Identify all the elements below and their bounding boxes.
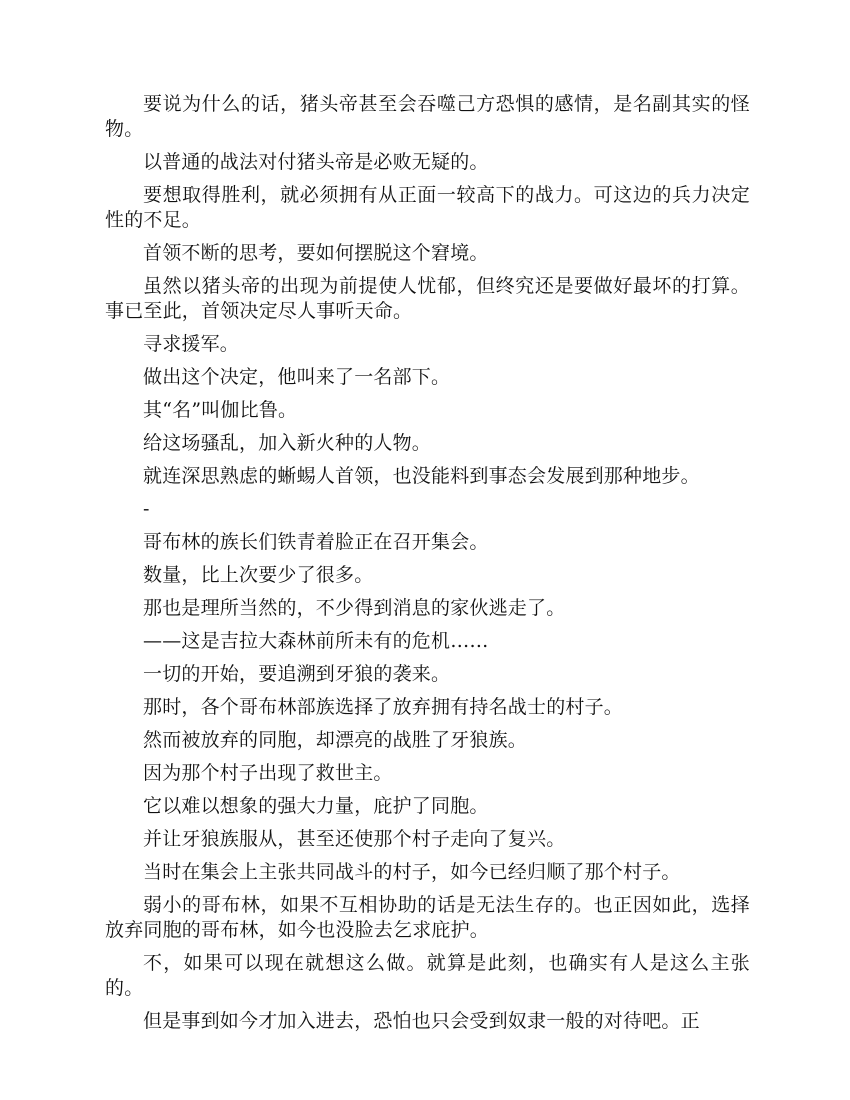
paragraph: 然而被放弃的同胞，却漂亮的战胜了牙狼族。 xyxy=(143,729,528,751)
paragraph: 因为那个村子出现了救世主。 xyxy=(143,762,393,784)
section-separator: - xyxy=(143,498,150,520)
document-body xyxy=(105,92,750,1042)
paragraph: 它以难以想象的强大力量，庇护了同胞。 xyxy=(143,795,489,817)
paragraph: 一切的开始，要追溯到牙狼的袭来。 xyxy=(143,663,451,685)
paragraph: 首领不断的思考，要如何摆脱这个窘境。 xyxy=(143,242,489,264)
paragraph: 不，如果可以现在就想这么做。就算是此刻，也确实有人是这么主张的。 xyxy=(105,952,750,999)
paragraph: 给这场骚乱，加入新火种的人物。 xyxy=(143,432,432,454)
paragraph: 其“名”叫伽比鲁。 xyxy=(143,399,298,421)
paragraph: 数量，比上次要少了很多。 xyxy=(143,564,374,586)
paragraph: ——这是吉拉大森林前所未有的危机…… xyxy=(143,630,489,652)
paragraph: 哥布林的族长们铁青着脸正在召开集会。 xyxy=(143,531,489,553)
paragraph: 就连深思熟虑的蜥蜴人首领，也没能料到事态会发展到那种地步。 xyxy=(143,465,700,487)
paragraph: 但是事到如今才加入进去，恐怕也只会受到奴隶一般的对待吧。正 xyxy=(143,1010,700,1032)
paragraph: 以普通的战法对付猪头帝是必败无疑的。 xyxy=(143,151,489,173)
paragraph: 那时，各个哥布林部族选择了放弃拥有持名战士的村子。 xyxy=(143,696,624,718)
paragraph: 虽然以猪头帝的出现为前提使人忧郁，但终究还是要做好最坏的打算。事已至此，首领决定尽人事听天命。 xyxy=(105,275,750,322)
paragraph: 当时在集会上主张共同战斗的村子，如今已经归顺了那个村子。 xyxy=(143,861,681,883)
paragraph: 那也是理所当然的，不少得到消息的家伙逃走了。 xyxy=(143,597,566,619)
paragraph: 并让牙狼族服从，甚至还使那个村子走向了复兴。 xyxy=(143,828,566,850)
paragraph: 做出这个决定，他叫来了一名部下。 xyxy=(143,366,451,388)
paragraph: 寻求援军。 xyxy=(143,333,240,355)
paragraph: 弱小的哥布林，如果不互相协助的话是无法生存的。也正因如此，选择放弃同胞的哥布林，如今也没脸去乞求庇护。 xyxy=(105,894,750,941)
paragraph: 要说为什么的话，猪头帝甚至会吞噬己方恐惧的感情，是名副其实的怪物。 xyxy=(105,93,750,140)
paragraph: 要想取得胜利，就必须拥有从正面一较高下的战力。可这边的兵力决定性的不足。 xyxy=(105,184,750,231)
